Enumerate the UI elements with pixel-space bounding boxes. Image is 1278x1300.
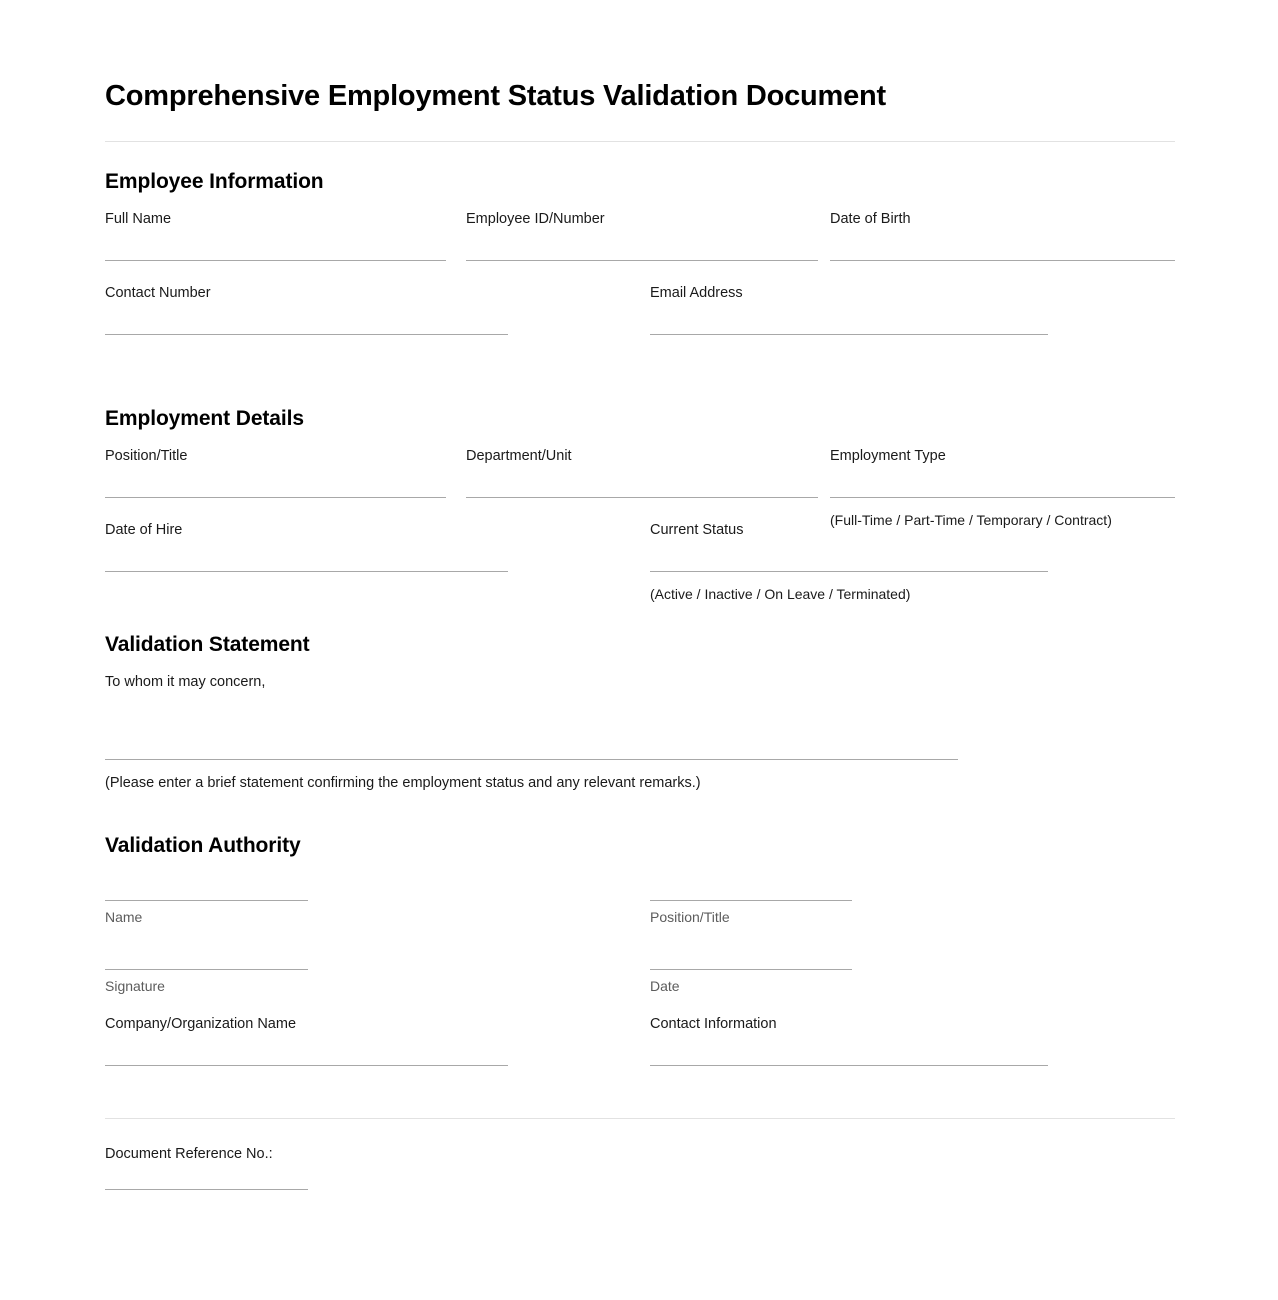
field-authority-name	[105, 900, 308, 926]
field-date-of-hire	[105, 521, 508, 572]
field-label-date-of-birth: Date of Birth	[830, 211, 911, 228]
field-date-of-birth	[830, 210, 1175, 261]
statement-input[interactable]	[105, 759, 958, 760]
page-title: Comprehensive Employment Status Validation Document	[105, 80, 887, 112]
field-authority-position	[650, 900, 852, 926]
field-label-current-status: Current Status	[650, 522, 744, 539]
section-heading-employee-information: Employee Information	[105, 170, 324, 194]
field-input-contact-information[interactable]	[650, 1065, 1048, 1066]
field-label-contact-information: Contact Information	[650, 1016, 777, 1033]
field-label-company-name: Company/Organization Name	[105, 1016, 297, 1033]
field-input-authority-name[interactable]	[105, 900, 308, 901]
title-divider	[105, 141, 1175, 142]
authority-signature-row-2	[105, 969, 1175, 1015]
field-authority-date	[650, 969, 852, 995]
field-contact-number	[105, 284, 508, 335]
field-input-date-of-hire[interactable]	[105, 571, 508, 572]
field-input-department-unit[interactable]	[466, 497, 818, 498]
employee-info-row-1	[105, 210, 1175, 284]
field-input-contact-number[interactable]	[105, 334, 508, 335]
field-full-name	[105, 210, 446, 261]
employee-info-row-2	[105, 284, 1175, 354]
authority-row-company	[105, 1015, 1175, 1088]
section-heading-employment-details: Employment Details	[105, 407, 304, 431]
field-input-company-name[interactable]	[105, 1065, 508, 1066]
document-body	[105, 0, 1175, 1190]
field-input-full-name[interactable]	[105, 260, 446, 261]
field-contact-information	[650, 1015, 1048, 1066]
field-department-unit	[466, 447, 818, 498]
field-input-position-title[interactable]	[105, 497, 446, 498]
field-input-authority-date[interactable]	[650, 969, 852, 970]
field-employee-id	[466, 210, 818, 261]
section-heading-validation-authority: Validation Authority	[105, 834, 301, 858]
field-input-current-status[interactable]	[650, 571, 1048, 572]
field-label-full-name: Full Name	[105, 211, 172, 228]
field-label-employee-id: Employee ID/Number	[466, 211, 605, 228]
field-employment-type	[830, 447, 1175, 529]
field-label-position-title: Position/Title	[105, 448, 188, 465]
field-email-address	[650, 284, 1048, 335]
field-label-date-of-hire: Date of Hire	[105, 522, 183, 539]
field-label-email-address: Email Address	[650, 285, 743, 302]
field-label-authority-date: Date	[650, 978, 680, 995]
statement-greeting: To whom it may concern,	[105, 674, 266, 691]
field-label-department-unit: Department/Unit	[466, 448, 572, 465]
document-reference-label: Document Reference No.:	[105, 1146, 273, 1163]
field-label-authority-name: Name	[105, 909, 143, 926]
field-input-employment-type[interactable]	[830, 497, 1175, 498]
field-label-authority-signature: Signature	[105, 978, 165, 995]
section-heading-validation-statement: Validation Statement	[105, 633, 310, 657]
employment-details-row-2	[105, 521, 1175, 617]
document-reference-input[interactable]	[105, 1189, 308, 1190]
field-label-authority-position: Position/Title	[650, 909, 730, 926]
field-input-date-of-birth[interactable]	[830, 260, 1175, 261]
field-company-name	[105, 1015, 508, 1066]
field-input-employee-id[interactable]	[466, 260, 818, 261]
field-hint-current-status: (Active / Inactive / On Leave / Terminated)	[650, 586, 911, 603]
authority-signature-row-1	[105, 900, 1175, 969]
field-position-title	[105, 447, 446, 498]
field-authority-signature	[105, 969, 308, 995]
field-label-contact-number: Contact Number	[105, 285, 211, 302]
statement-hint: (Please enter a brief statement confirming the employment status and any relevant remarks.)	[105, 775, 701, 792]
field-input-authority-position[interactable]	[650, 900, 852, 901]
field-current-status	[650, 521, 1048, 603]
field-hint-employment-type: (Full-Time / Part-Time / Temporary / Contract)	[830, 512, 1112, 529]
footer-divider	[105, 1118, 1175, 1119]
employment-details-row-1	[105, 447, 1175, 529]
field-label-employment-type: Employment Type	[830, 448, 946, 465]
field-input-authority-signature[interactable]	[105, 969, 308, 970]
field-input-email-address[interactable]	[650, 334, 1048, 335]
